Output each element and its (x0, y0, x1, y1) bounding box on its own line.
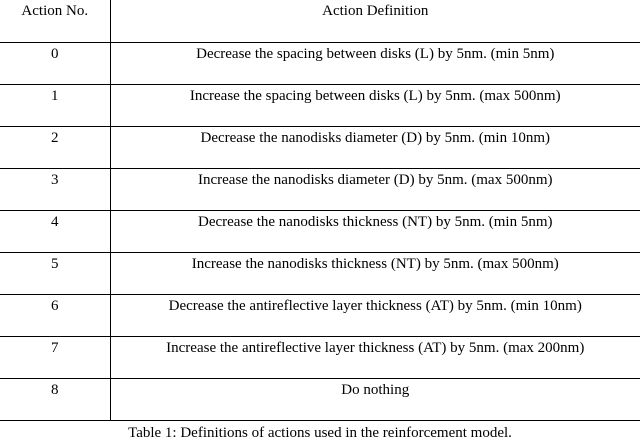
action-number-cell: 1 (0, 84, 110, 126)
action-number-cell: 2 (0, 126, 110, 168)
action-number-cell: 3 (0, 168, 110, 210)
table-row (0, 378, 640, 420)
table-row (0, 210, 640, 252)
action-definition-cell: Decrease the nanodisks diameter (D) by 5nm. (min 10nm) (110, 126, 640, 168)
action-number-cell: 4 (0, 210, 110, 252)
action-definition-cell: Increase the antireflective layer thickness (AT) by 5nm. (max 200nm) (110, 336, 640, 378)
action-number-cell: 0 (0, 42, 110, 84)
table-caption: Table 1: Definitions of actions used in the reinforcement model. (128, 425, 512, 441)
action-number-cell: 8 (0, 378, 110, 420)
action-definition-cell: Increase the nanodisks diameter (D) by 5nm. (max 500nm) (110, 168, 640, 210)
action-number-cell: 6 (0, 294, 110, 336)
column-header-action-definition: Action Definition (110, 0, 640, 42)
action-definition-cell: Decrease the antireflective layer thickness (AT) by 5nm. (min 10nm) (110, 294, 640, 336)
table-header-row (0, 0, 640, 42)
table-row (0, 126, 640, 168)
table-row (0, 294, 640, 336)
table-row (0, 336, 640, 378)
action-number-cell: 5 (0, 252, 110, 294)
table-row (0, 168, 640, 210)
action-definition-cell: Increase the nanodisks thickness (NT) by 5nm. (max 500nm) (110, 252, 640, 294)
action-definition-cell: Decrease the nanodisks thickness (NT) by 5nm. (min 5nm) (110, 210, 640, 252)
action-definition-cell: Increase the spacing between disks (L) by 5nm. (max 500nm) (110, 84, 640, 126)
table-row (0, 42, 640, 84)
action-definition-cell: Do nothing (110, 378, 640, 420)
action-number-cell: 7 (0, 336, 110, 378)
table-row (0, 84, 640, 126)
action-definition-cell: Decrease the spacing between disks (L) by 5nm. (min 5nm) (110, 42, 640, 84)
table-row (0, 252, 640, 294)
column-header-action-no: Action No. (0, 0, 110, 42)
